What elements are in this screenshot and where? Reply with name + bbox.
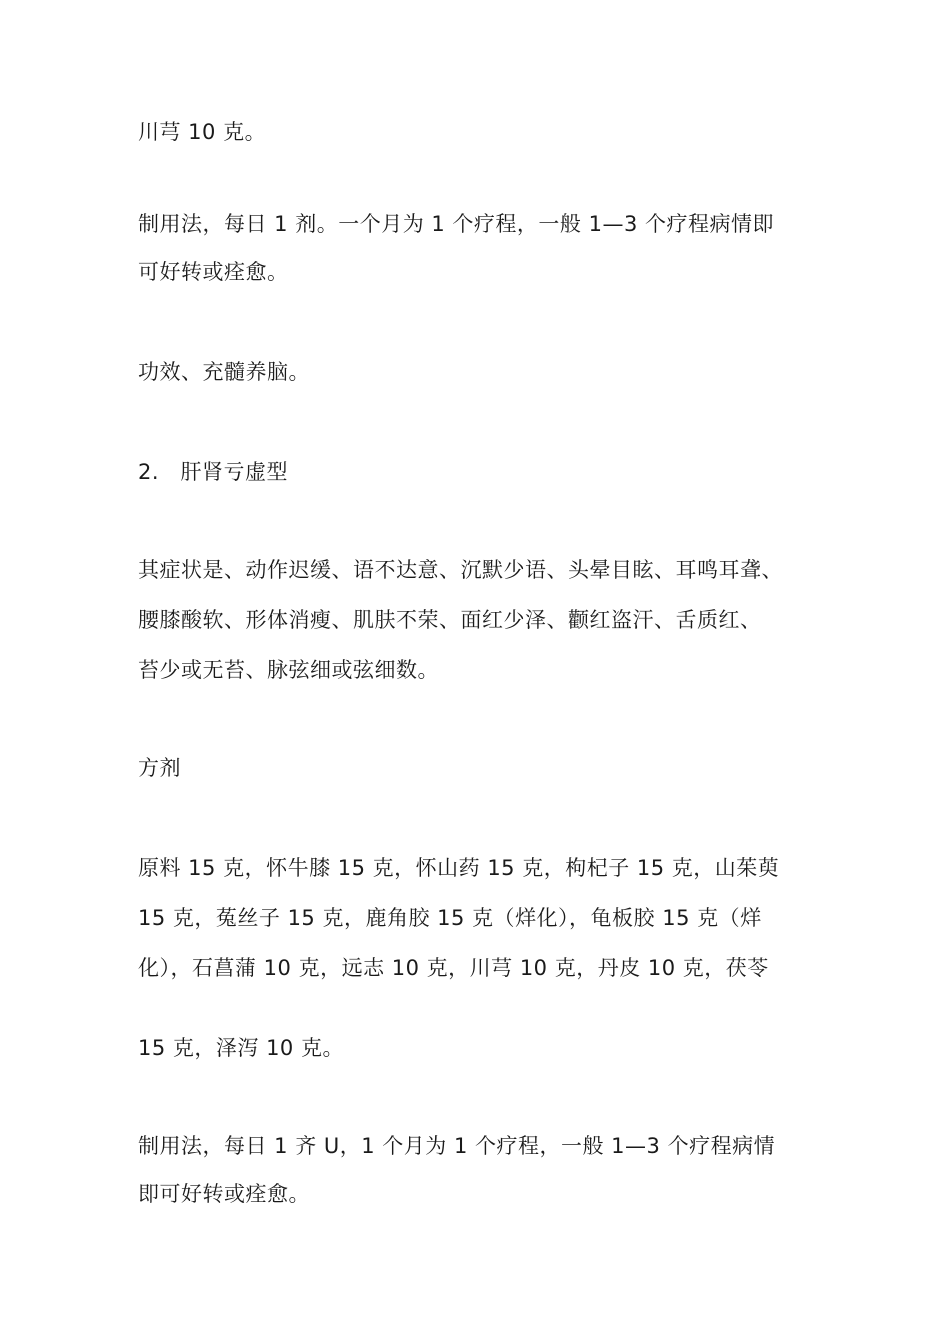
text-line: 原料 15 克，怀牛膝 15 克，怀山药 15 克，枸杞子 15 克，山茱萸 xyxy=(138,856,780,880)
text-line: 功效、充髓养脑。 xyxy=(138,360,310,384)
text-line: 制用法，每日 1 剂。一个月为 1 个疗程，一般 1—3 个疗程病情即 xyxy=(138,212,774,236)
section-heading: 2. 肝肾亏虚型 xyxy=(138,460,289,484)
section-heading: 方剂 xyxy=(138,756,181,780)
text-line: 15 克，泽泻 10 克。 xyxy=(138,1036,344,1060)
text-line: 可好转或痊愈。 xyxy=(138,260,289,284)
text-line: 即可好转或痊愈。 xyxy=(138,1182,310,1206)
text-line: 川芎 10 克。 xyxy=(138,120,267,144)
text-line: 化），石菖蒲 10 克，远志 10 克，川芎 10 克，丹皮 10 克，茯苓 xyxy=(138,956,769,980)
text-line: 其症状是、动作迟缓、语不达意、沉默少语、头晕目眩、耳鸣耳聋、 xyxy=(138,558,783,582)
text-line: 制用法，每日 1 齐 U，1 个月为 1 个疗程，一般 1—3 个疗程病情 xyxy=(138,1134,776,1158)
text-line: 苔少或无苔、脉弦细或弦细数。 xyxy=(138,658,439,682)
text-line: 腰膝酸软、形体消瘦、肌肤不荣、面红少泽、颧红盗汗、舌质红、 xyxy=(138,608,762,632)
text-line: 15 克，菟丝子 15 克，鹿角胶 15 克（烊化），龟板胶 15 克（烊 xyxy=(138,906,762,930)
